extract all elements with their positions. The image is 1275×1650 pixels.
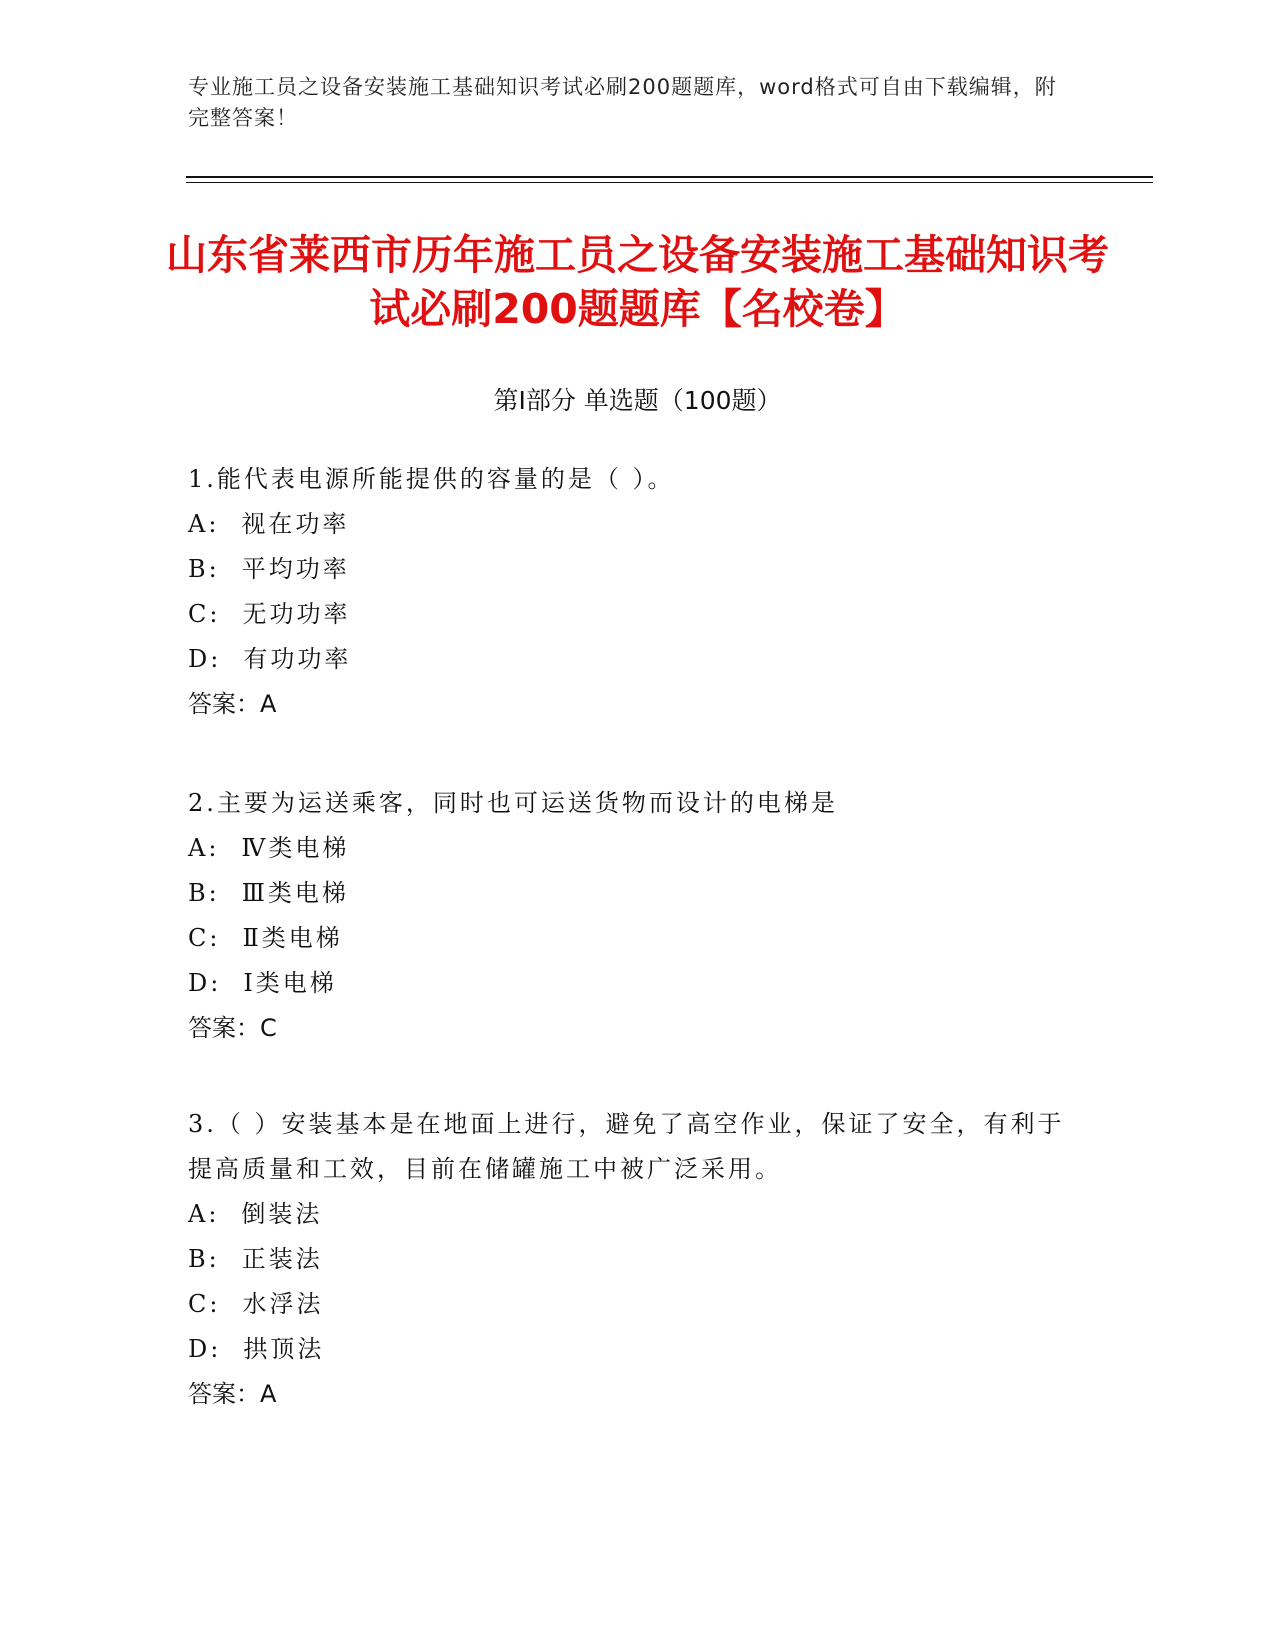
option-letter: C:: [188, 1290, 221, 1318]
option-text: 有功功率: [243, 645, 352, 673]
answer-line: 答案：C: [188, 1014, 277, 1042]
header-note: 专业施工员之设备安装施工基础知识考试必刷200题题库，word格式可自由下载编辑，附完整答案！: [188, 75, 1057, 130]
answer-line: 答案：A: [188, 690, 277, 718]
option-letter: D:: [188, 1335, 222, 1363]
option-c: [188, 592, 1088, 637]
answer-line: 答案：A: [188, 1380, 277, 1408]
question-2: [188, 781, 1088, 1051]
option-text: 水浮法: [242, 1290, 324, 1318]
section-heading: 第Ⅰ部分 单选题（100题）: [493, 386, 782, 415]
option-a: [188, 826, 1088, 871]
option-a: [188, 1192, 1088, 1237]
option-letter: B:: [188, 555, 220, 583]
option-text: Ⅲ类电梯: [241, 879, 349, 907]
header-divider-thick: [186, 176, 1153, 178]
option-letter: C:: [188, 924, 221, 952]
option-text: Ⅰ类电梯: [243, 969, 337, 997]
option-d: [188, 961, 1088, 1006]
option-text: 平均功率: [241, 555, 350, 583]
option-letter: B:: [188, 1245, 220, 1273]
option-letter: B:: [188, 879, 220, 907]
option-c: [188, 916, 1088, 961]
option-letter: D:: [188, 969, 222, 997]
option-text: Ⅱ类电梯: [242, 924, 343, 952]
option-letter: A:: [188, 510, 220, 538]
option-a: [188, 502, 1088, 547]
option-letter: C:: [188, 600, 221, 628]
option-c: [188, 1282, 1088, 1327]
option-letter: A:: [188, 834, 220, 862]
option-text: 正装法: [241, 1245, 323, 1273]
option-text: 倒装法: [241, 1200, 323, 1228]
option-b: [188, 547, 1088, 592]
header-divider-thin: [186, 182, 1153, 183]
option-text: Ⅳ类电梯: [241, 834, 350, 862]
question-stem: 1.能代表电源所能提供的容量的是（ ）。: [188, 465, 675, 493]
option-letter: A:: [188, 1200, 220, 1228]
option-text: 视在功率: [241, 510, 350, 538]
option-b: [188, 1237, 1088, 1282]
option-text: 无功功率: [242, 600, 351, 628]
question-stem: 3.（ ）安装基本是在地面上进行，避免了高空作业，保证了安全，有利于提高质量和工效，目前在储罐施工中被广泛采用。: [188, 1110, 1065, 1183]
option-letter: D:: [188, 645, 222, 673]
document-title: 山东省莱西市历年施工员之设备安装施工基础知识考试必刷200题题库【名校卷】: [166, 231, 1109, 333]
option-d: [188, 637, 1088, 682]
option-b: [188, 871, 1088, 916]
question-stem: 2.主要为运送乘客，同时也可运送货物而设计的电梯是: [188, 789, 838, 817]
option-d: [188, 1327, 1088, 1372]
question-3: [188, 1102, 1088, 1417]
question-1: [188, 457, 1088, 727]
option-text: 拱顶法: [243, 1335, 325, 1363]
